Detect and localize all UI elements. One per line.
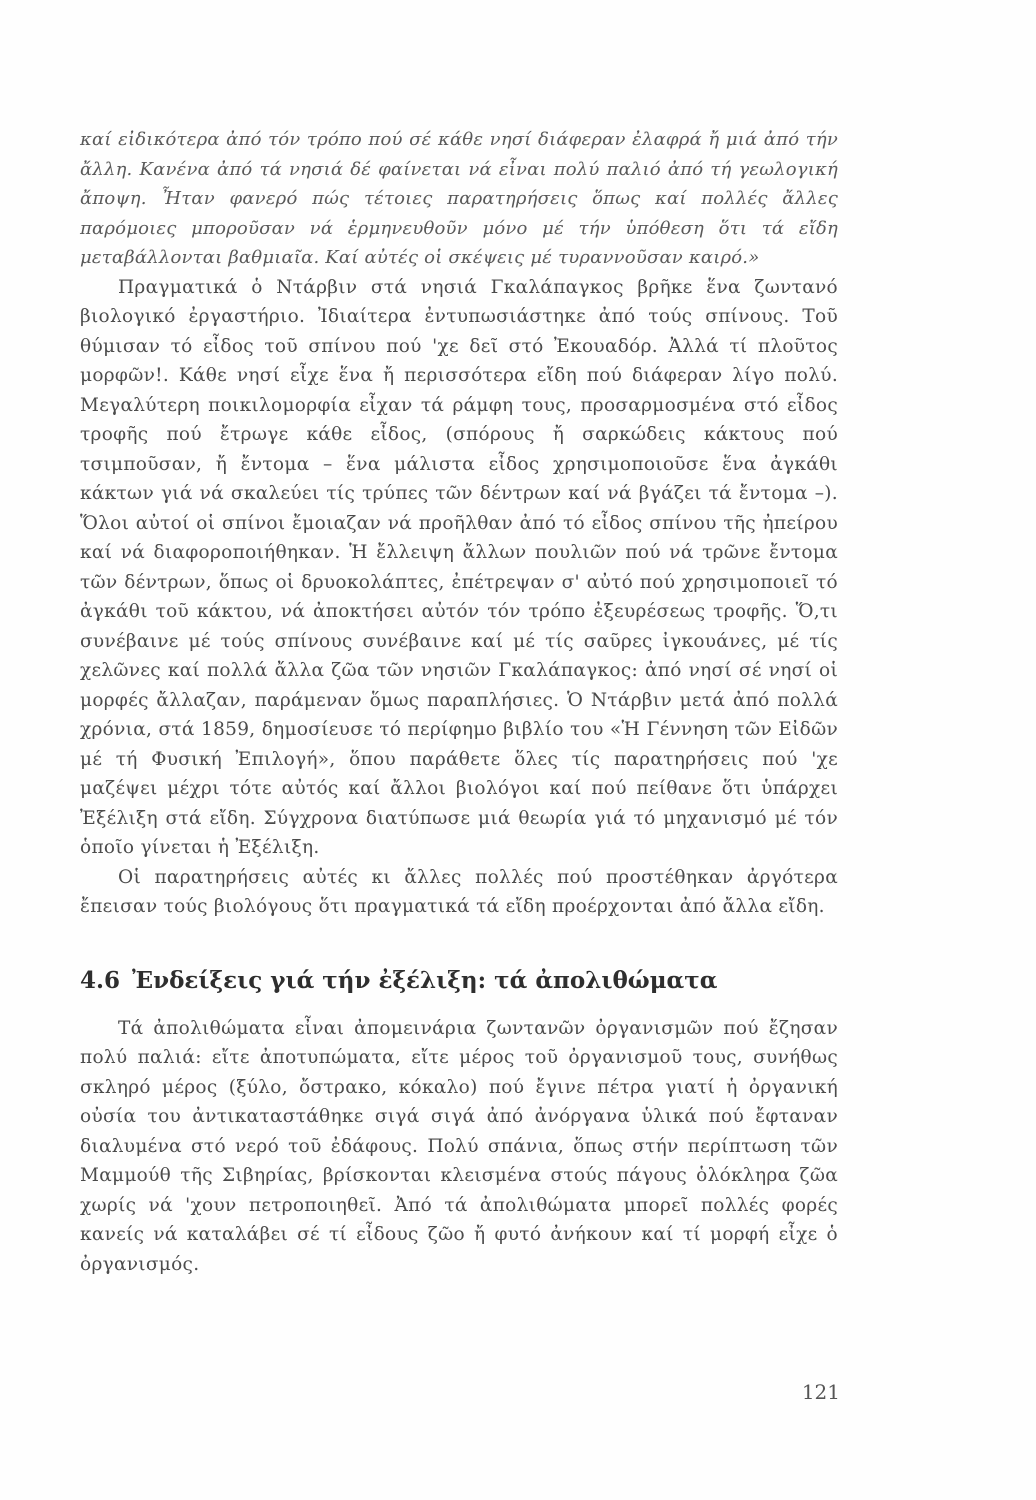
- paragraph-observations: Οἱ παρατηρήσεις αὐτές κι ἄλλες πολλές πού προστέθηκαν ἀργότερα ἔπεισαν τούς βιολόγους ὅτι πραγματικά τά εἴδη προέρχονται ἀπό ἄλλα εἴδη.: [80, 866, 838, 917]
- section-number: 4.6: [80, 966, 121, 994]
- text-column: [80, 125, 838, 1279]
- paragraph-fossils: Τά ἀπολιθώματα εἶναι ἀπομεινάρια ζωντανῶν ὀργανισμῶν πού ἔζησαν πολύ παλιά: εἴτε ἀποτυπώματα, εἴτε μέρος τοῦ ὀργανισμοῦ τους, συνήθως σκληρό μέρος (ξύλο, ὄστρακο, κόκαλο) πού ἔγινε πέτρα γιατί ἡ ὀργανική οὐσία του ἀντικαταστάθηκε σιγά σιγά ἀπό ἀνόργανα ὑλικά πού ἔφταναν διαλυμένα στό νερό τοῦ ἐδάφους. Πολύ σπάνια, ὅπως στήν περίπτωση τῶν Μαμμούθ τῆς Σιβηρίας, βρίσκονται κλεισμένα στούς πάγους ὁλόκληρα ζῶα χωρίς νά 'χουν πετροποιηθεῖ. Ἀπό τά ἀπολιθώματα μπορεῖ πολλές φορές κανείς νά καταλάβει σέ τί εἶδους ζῶο ἤ φυτό ἀνήκουν καί τί μορφή εἶχε ὁ ὀργανισμός.: [80, 1017, 838, 1275]
- section-heading: [80, 966, 838, 996]
- darwin-quote: καί εἰδικότερα ἀπό τόν τρόπο πού σέ κάθε νησί διάφεραν ἐλαφρά ἤ μιά ἀπό τήν ἄλλη. Κανένα ἀπό τά νησιά δέ φαίνεται νά εἶναι πολύ παλιό ἀπό τή γεωλογική ἄποψη. Ἦταν φανερό πώς τέτοιες παρατηρήσεις ὅπως καί πολλές ἄλλες παρόμοιες μποροῦσαν νά ἑρμηνευθοῦν μόνο μέ τήν ὑπόθεση ὅτι τά εἴδη μεταβάλλονται βαθμιαῖα. Καί αὐτές οἱ σκέψεις μέ τυραννοῦσαν καιρό.»: [80, 129, 838, 268]
- page-number: 121: [801, 1380, 840, 1404]
- section-title: Ἐνδείξεις γιά τήν ἐξέλιξη: τά ἀπολιθώματα: [132, 966, 718, 994]
- paragraph-galapagos: Πραγματικά ὁ Ντάρβιν στά νησιά Γκαλάπαγκος βρῆκε ἕνα ζωντανό βιολογικό ἐργαστήριο. Ἰδιαίτερα ἐντυπωσιάστηκε ἀπό τούς σπίνους. Τοῦ θύμισαν τό εἶδος τοῦ σπίνου πού 'χε δεῖ στό Ἐκουαδόρ. Ἀλλά τί πλοῦτος μορφῶν!. Κάθε νησί εἶχε ἕνα ἤ περισσότερα εἴδη πού διάφεραν λίγο πολύ. Μεγαλύτερη ποικιλομορφία εἶχαν τά ράμφη τους, προσαρμοσμένα στό εἶδος τροφῆς πού ἔτρωγε κάθε εἶδος, (σπόρους ἤ σαρκώδεις κάκτους πού τσιμποῦσαν, ἤ ἔντομα – ἕνα μάλιστα εἶδος χρησιμοποιοῦσε ἕνα ἀγκάθι κάκτων γιά νά σκαλεύει τίς τρύπες τῶν δέντρων καί νά βγάζει τά ἔντομα –). Ὅλοι αὐτοί οἱ σπίνοι ἔμοιαζαν νά προῆλθαν ἀπό τό εἶδος σπίνου τῆς ἠπείρου καί νά διαφοροποιήθηκαν. Ἡ ἔλλειψη ἄλλων πουλιῶν πού νά τρῶνε ἔντομα τῶν δέντρων, ὅπως οἱ δρυοκολάπτες, ἐπέτρεψαν σ' αὐτό πού χρησιμοποιεῖ τό ἀγκάθι τοῦ κάκτου, νά ἀποκτήσει αὐτόν τόν τρόπο ἐξευρέσεως τροφῆς. Ὅ,τι συνέβαινε μέ τούς σπίνους συνέβαινε καί μέ τίς σαῦρες ἰγκουάνες, μέ τίς χελῶνες καί πολλά ἄλλα ζῶα τῶν νησιῶν Γκαλάπαγκος: ἀπό νησί σέ νησί οἱ μορφές ἄλλαζαν, παράμεναν ὅμως παραπλήσιες. Ὁ Ντάρβιν μετά ἀπό πολλά χρόνια, στά 1859, δημοσίευσε τό περίφημο βιβλίο του «Ἡ Γέννηση τῶν Εἰδῶν μέ τή Φυσική Ἐπιλογή», ὅπου παράθετε ὅλες τίς παρατηρήσεις πού 'χε μαζέψει μέχρι τότε αὐτός καί ἄλλοι βιολόγοι καί πού πείθανε ὅτι ὑπάρχει Ἐξέλιξη στά εἴδη. Σύγχρονα διατύπωσε μιά θεωρία γιά τό μηχανισμό μέ τόν ὁποῖο γίνεται ἡ Ἐξέλιξη.: [80, 276, 838, 858]
